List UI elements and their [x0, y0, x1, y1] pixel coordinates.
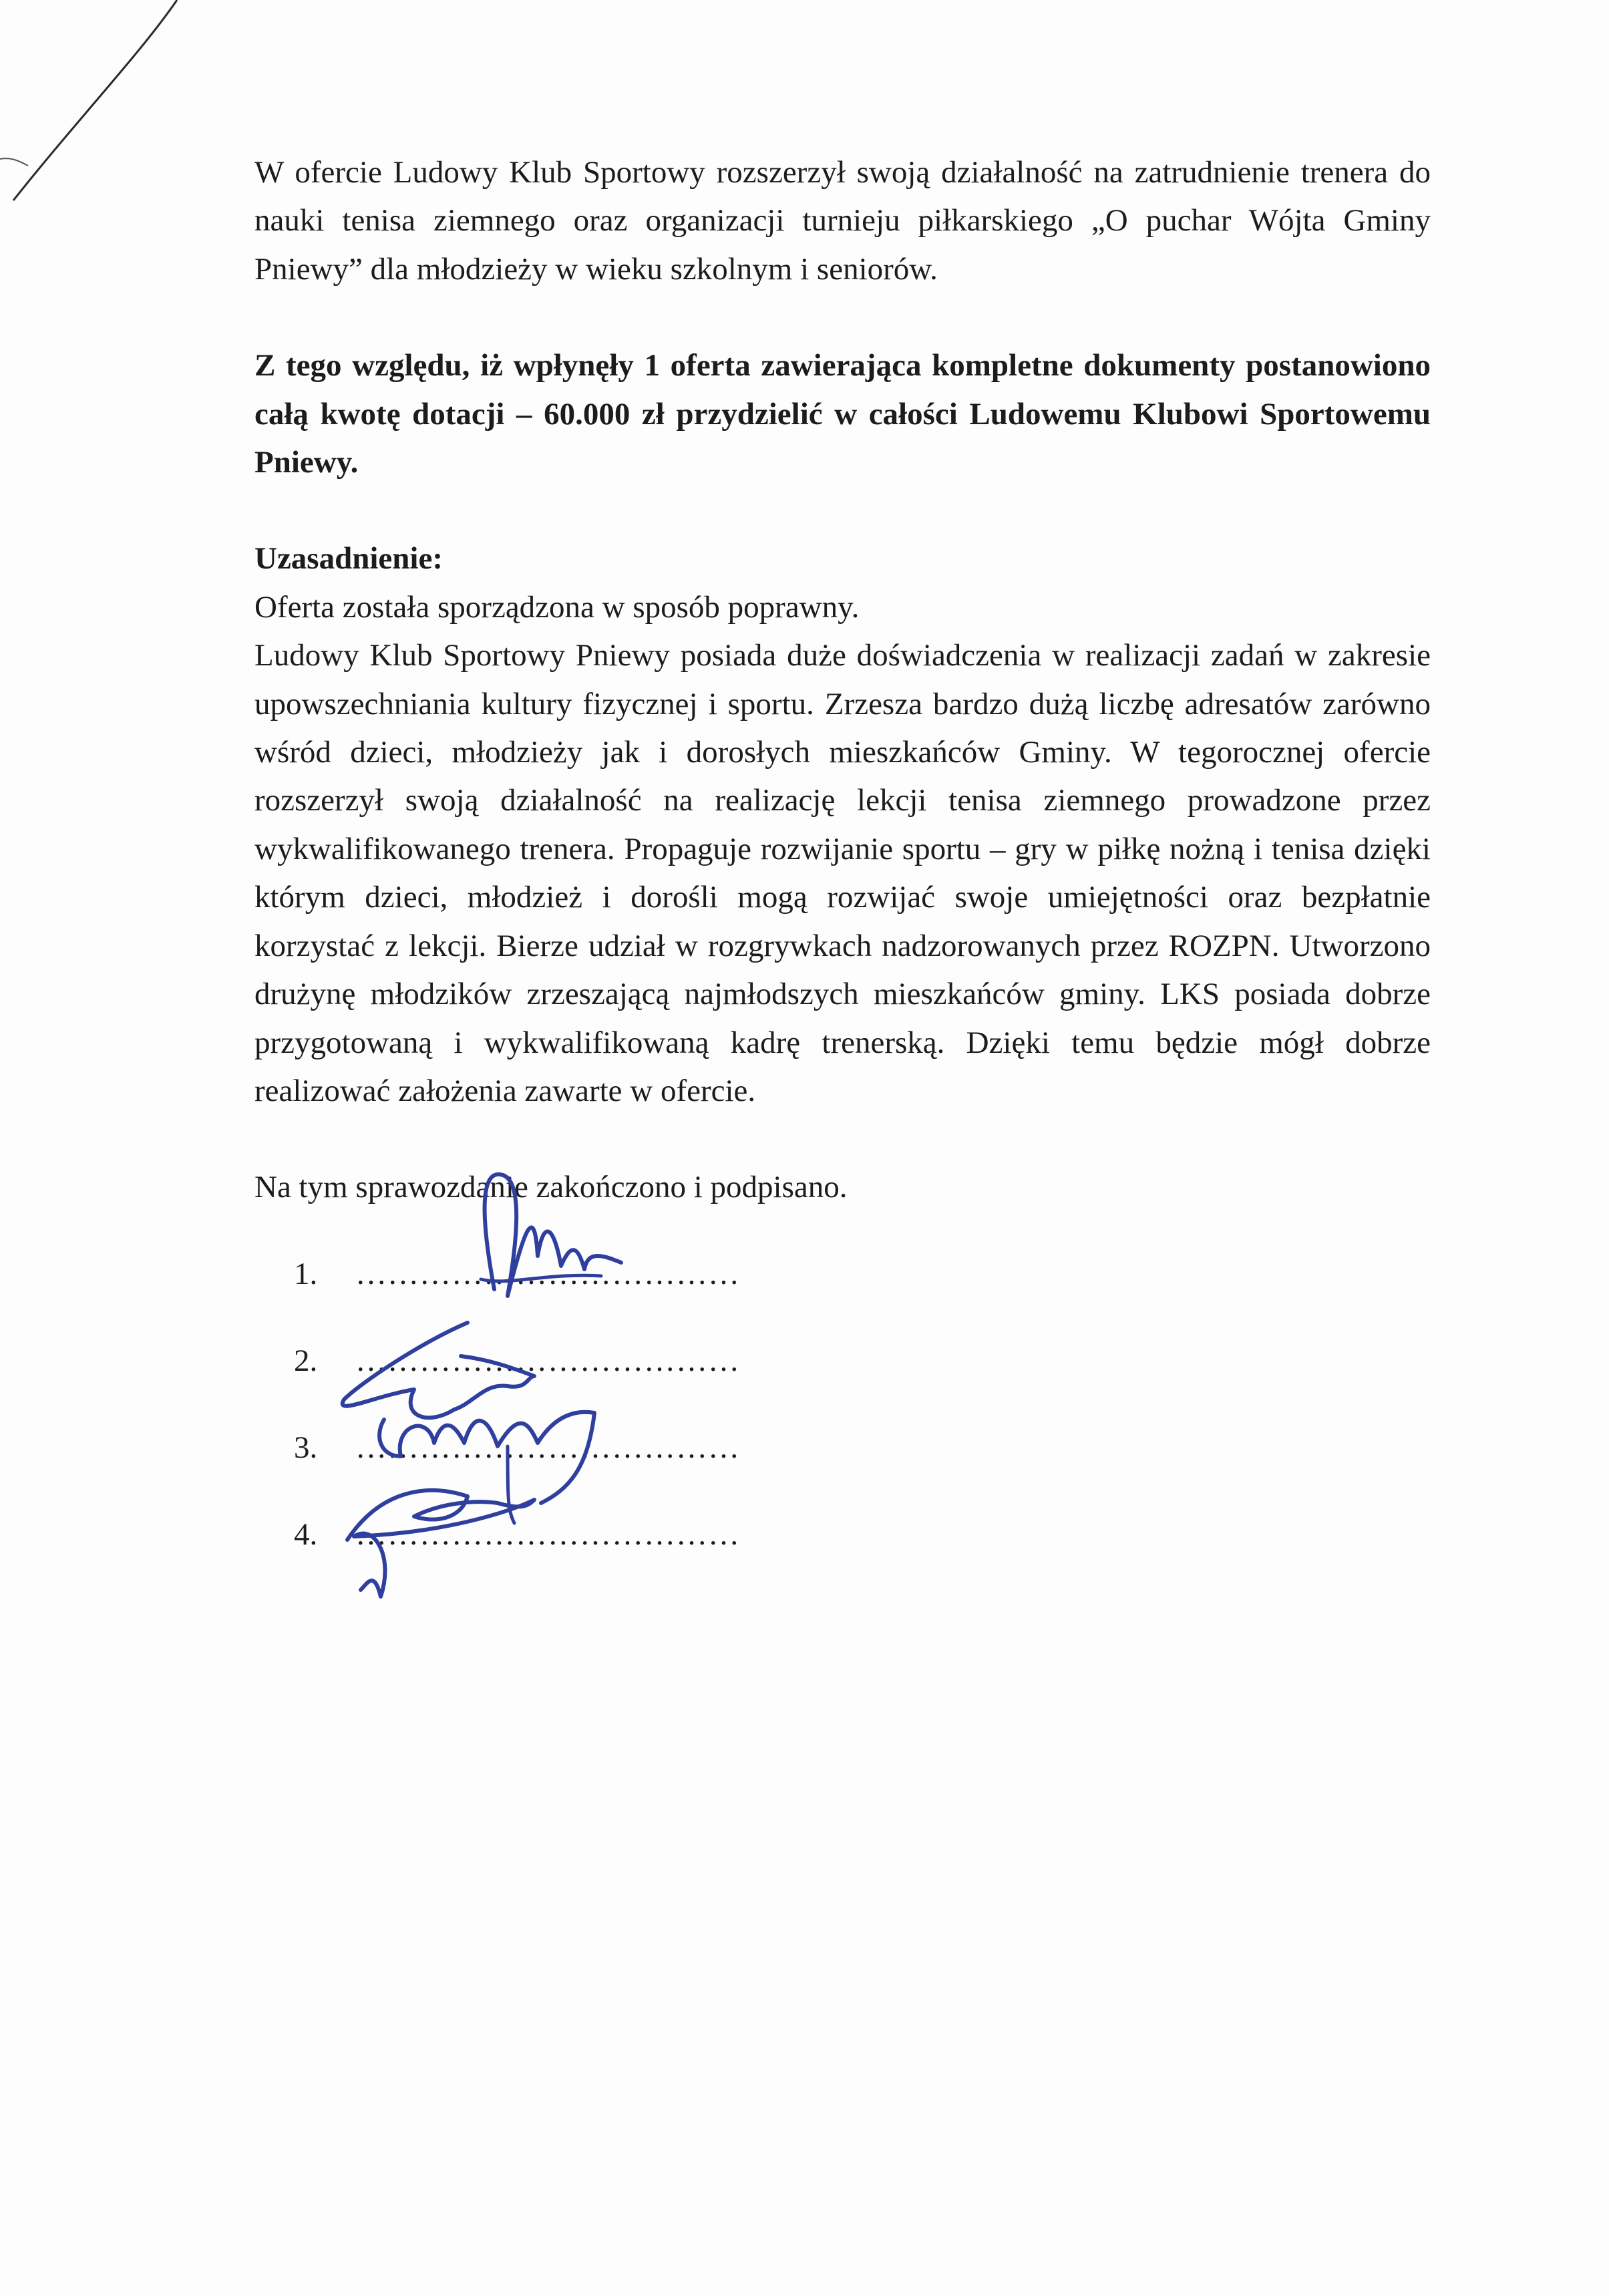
document-body — [254, 148, 1431, 1212]
reasoning-heading: Uzasadnienie: — [254, 541, 443, 577]
signature-line-4 — [294, 1516, 761, 1603]
signature-line-1 — [294, 1256, 761, 1343]
reasoning-paragraph: Ludowy Klub Sportowy Pniewy posiada duże doświadczenia w realizacji zadań w zakresie upowszechniania kultury fizycznej i sportu. Zrzesza bardzo dużą liczbę adresatów zarówno wśród dzieci, młodzieży jak i dorosłych mieszkańców Gminy. W tegorocznej ofercie rozszerzył swoją działalność na realizację lekcji tenisa ziemnego prowadzone przez wykwalifikowanego trenera. Propaguje rozwijanie sportu – gry w piłkę nożną i tenisa dzięki którym dzieci, młodzież i dorośli mogą rozwijać swoje umiejętności oraz bezpłatnie korzystać z lekcji. Bierze udział w rozgrywkach nadzorowanych przez ROZPN. Utworzono drużynę młodzików zrzeszającą najmłodszych mieszkańców gminy. LKS posiada dobrze przygotowaną i wykwalifikowaną kadrę trenerską. Dzięki temu będzie mógł dobrze realizować założenia zawarte w ofercie. — [254, 638, 1431, 1108]
signature-number: 3. — [294, 1430, 318, 1465]
signature-line-2 — [294, 1343, 761, 1430]
signature-number: 1. — [294, 1257, 318, 1291]
signature-dots: ……………………………… — [355, 1257, 740, 1291]
closing-line: Na tym sprawozdanie zakończono i podpisano. — [254, 1170, 848, 1205]
intro-paragraph: W ofercie Ludowy Klub Sportowy rozszerzył swoją działalność na zatrudnienie trenera do nauki tenisa ziemnego oraz organizacji turnieju piłkarskiego „O puchar Wójta Gminy Pniewy” dla młodzieży w wieku szkolnym i seniorów. — [254, 155, 1431, 287]
scan-edge-line — [0, 0, 200, 214]
signature-dots: ……………………………… — [355, 1430, 740, 1465]
signature-number: 4. — [294, 1517, 318, 1552]
signature-dots: ……………………………… — [355, 1343, 740, 1378]
signature-list — [294, 1256, 761, 1603]
signature-line-3 — [294, 1430, 761, 1516]
decision-paragraph: Z tego względu, iż wpłynęły 1 oferta zawierająca kompletne dokumenty postanowiono całą kwotę dotacji – 60.000 zł przydzielić w całości Ludowemu Klubowi Sportowemu Pniewy. — [254, 348, 1431, 480]
signature-number: 2. — [294, 1343, 318, 1378]
signature-dots: ……………………………… — [355, 1517, 740, 1552]
reasoning-section — [254, 534, 1431, 1115]
reasoning-line: Oferta została sporządzona w sposób poprawny. — [254, 589, 860, 625]
